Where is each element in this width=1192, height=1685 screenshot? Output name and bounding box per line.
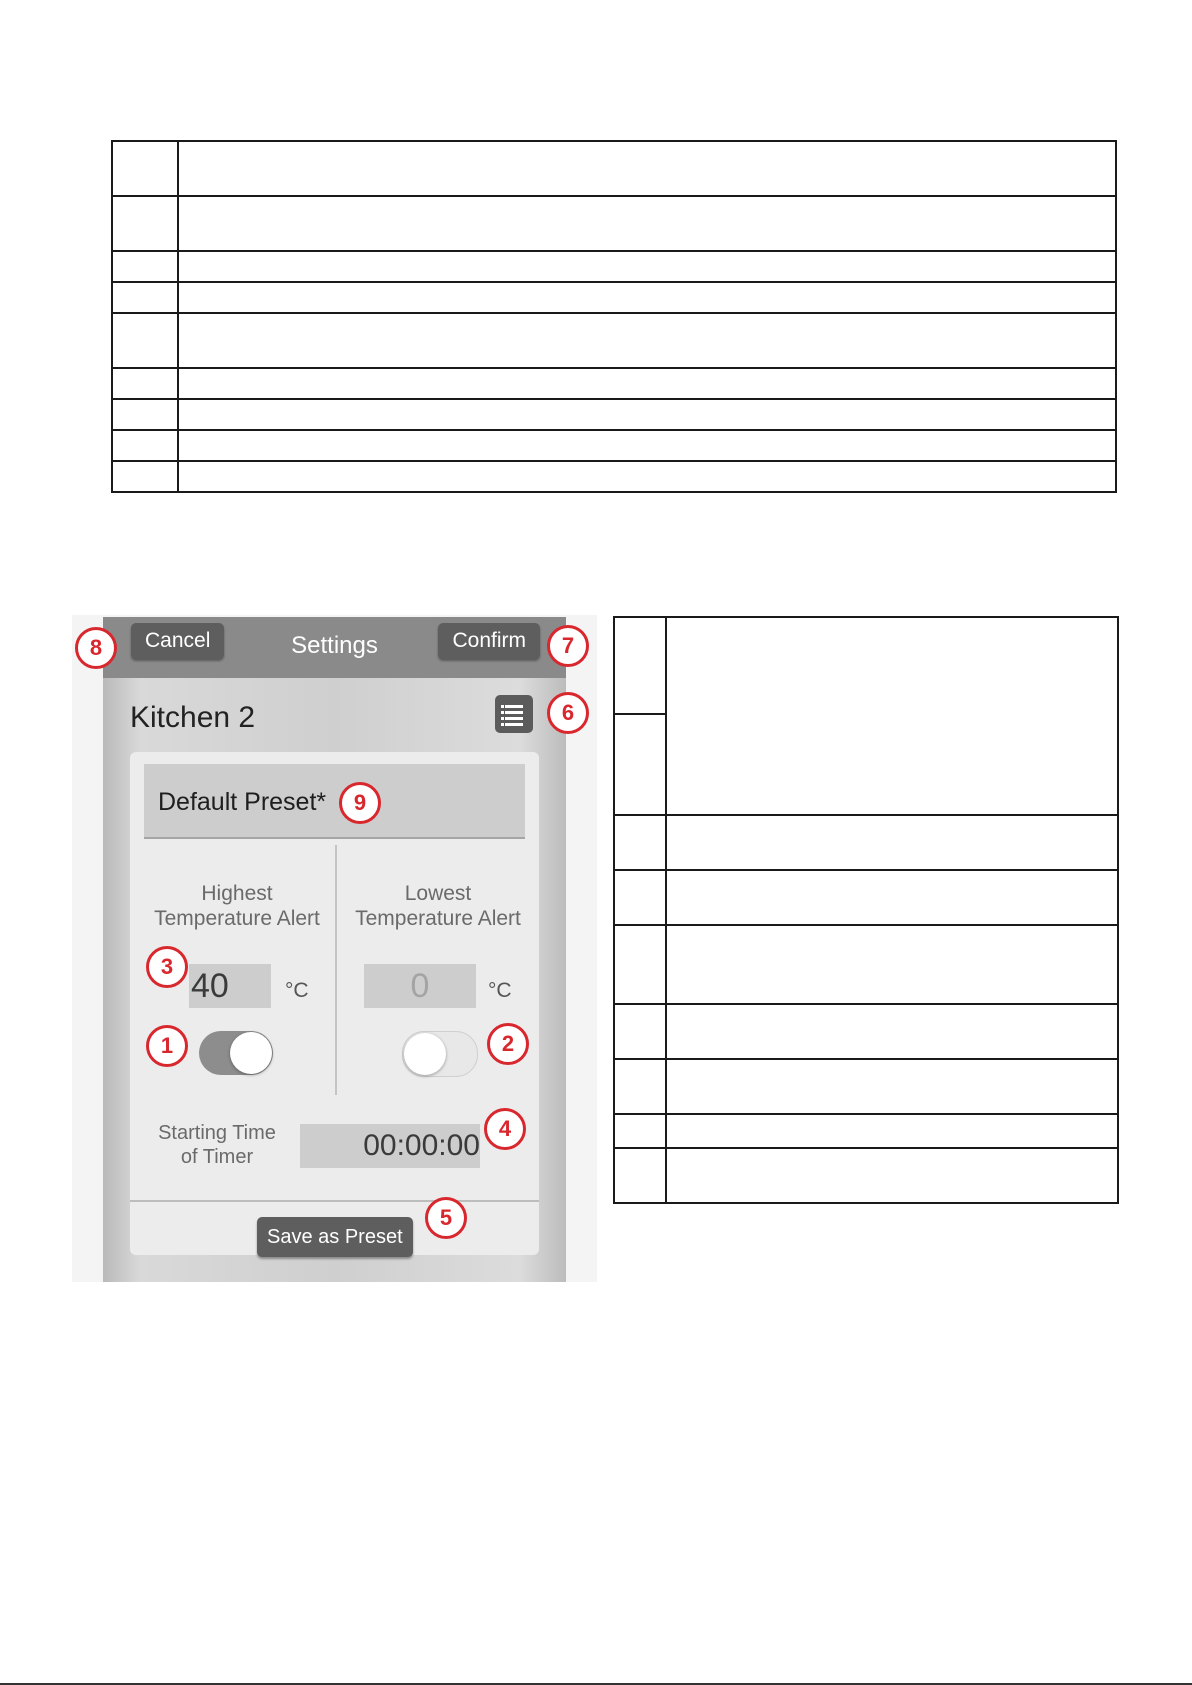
- row-number-cell: [614, 1148, 666, 1203]
- table-row: [112, 368, 1116, 399]
- navigation-bar: [103, 617, 566, 678]
- highest-alert-toggle[interactable]: [199, 1031, 273, 1075]
- table-row: [614, 1059, 1118, 1114]
- table-row: [614, 925, 1118, 1004]
- callout-9: 9: [339, 782, 381, 824]
- row-description-cell: [666, 1004, 1118, 1059]
- table-row: [614, 1114, 1118, 1148]
- toggle-knob: [230, 1032, 272, 1074]
- row-description-cell: [666, 1059, 1118, 1114]
- lowest-alert-label: [343, 881, 533, 931]
- preset-name: Default Preset*: [158, 788, 327, 816]
- row-number-cell: [112, 282, 178, 313]
- row-description-cell: [178, 141, 1116, 196]
- right-description-table: [613, 616, 1119, 1204]
- row-number-cell: [112, 368, 178, 399]
- row-description-cell: [178, 282, 1116, 313]
- callout-1: 1: [146, 1025, 188, 1067]
- table-row: [614, 1004, 1118, 1059]
- table-row: [614, 815, 1118, 870]
- confirm-button[interactable]: Confirm: [438, 623, 540, 659]
- row-description-cell: [178, 430, 1116, 461]
- highest-alert-label-line2: Temperature Alert: [154, 907, 320, 930]
- lowest-alert-toggle[interactable]: [402, 1031, 478, 1077]
- highest-temperature-unit: °C: [285, 979, 309, 1002]
- timer-input[interactable]: 00:00:00: [300, 1124, 480, 1168]
- top-description-table: [111, 140, 1117, 493]
- callout-3: 3: [146, 946, 188, 988]
- table-row: [112, 141, 1116, 196]
- row-description-cell: [178, 313, 1116, 368]
- list-icon[interactable]: [495, 695, 533, 733]
- highest-alert-label-line1: Highest: [201, 882, 273, 905]
- timer-label-line1: Starting Time: [158, 1122, 276, 1144]
- lowest-alert-label-line1: Lowest: [404, 882, 472, 905]
- preset-selector[interactable]: [144, 764, 525, 839]
- row-description-cell: [666, 1148, 1118, 1203]
- table-row: [112, 251, 1116, 282]
- timer-label-line2: of Timer: [180, 1146, 254, 1168]
- lowest-temperature-input[interactable]: 0: [364, 964, 476, 1008]
- row-description-cell: [178, 399, 1116, 430]
- row-number-cell: [614, 617, 666, 714]
- row-number-cell: [112, 461, 178, 492]
- row-number-cell: [112, 399, 178, 430]
- row-number-cell: [112, 430, 178, 461]
- callout-4: 4: [484, 1108, 526, 1150]
- device-name: Kitchen 2: [130, 701, 256, 734]
- row-description-cell: [178, 368, 1116, 399]
- table-row: [614, 617, 1118, 714]
- settings-panel: [130, 752, 539, 1255]
- row-number-cell: [112, 196, 178, 251]
- row-number-cell: [614, 714, 666, 815]
- row-number-cell: [614, 815, 666, 870]
- row-number-cell: [112, 251, 178, 282]
- screen-title: Settings: [291, 632, 378, 659]
- row-description-cell: [666, 925, 1118, 1004]
- panel-divider: [130, 1200, 539, 1202]
- table-row: [112, 430, 1116, 461]
- table-row: [112, 282, 1116, 313]
- row-number-cell: [614, 1059, 666, 1114]
- highest-temperature-input[interactable]: 40: [189, 964, 271, 1008]
- save-as-preset-button[interactable]: Save as Preset: [257, 1217, 413, 1257]
- toggle-knob: [404, 1033, 446, 1075]
- table-row: [614, 1148, 1118, 1203]
- row-description-cell: [666, 1114, 1118, 1148]
- table-row: [112, 399, 1116, 430]
- row-number-cell: [112, 313, 178, 368]
- callout-7: 7: [547, 625, 589, 667]
- lowest-temperature-unit: °C: [488, 979, 512, 1002]
- row-number-cell: [614, 1114, 666, 1148]
- row-description-cell: [666, 617, 1118, 815]
- row-description-cell: [178, 461, 1116, 492]
- cancel-button[interactable]: Cancel: [131, 623, 224, 659]
- row-number-cell: [112, 141, 178, 196]
- row-description-cell: [666, 815, 1118, 870]
- highest-alert-label: [142, 881, 332, 931]
- row-number-cell: [614, 870, 666, 925]
- table-row: [112, 313, 1116, 368]
- row-number-cell: [614, 1004, 666, 1059]
- row-description-cell: [178, 196, 1116, 251]
- table-row: [112, 196, 1116, 251]
- timer-label: [142, 1121, 292, 1169]
- callout-8: 8: [75, 627, 117, 669]
- row-number-cell: [614, 925, 666, 1004]
- callout-6: 6: [547, 692, 589, 734]
- row-description-cell: [666, 870, 1118, 925]
- callout-2: 2: [487, 1023, 529, 1065]
- lowest-alert-label-line2: Temperature Alert: [355, 907, 521, 930]
- table-row: [112, 461, 1116, 492]
- table-row: [614, 870, 1118, 925]
- column-divider: [335, 845, 337, 1095]
- callout-5: 5: [425, 1197, 467, 1239]
- row-description-cell: [178, 251, 1116, 282]
